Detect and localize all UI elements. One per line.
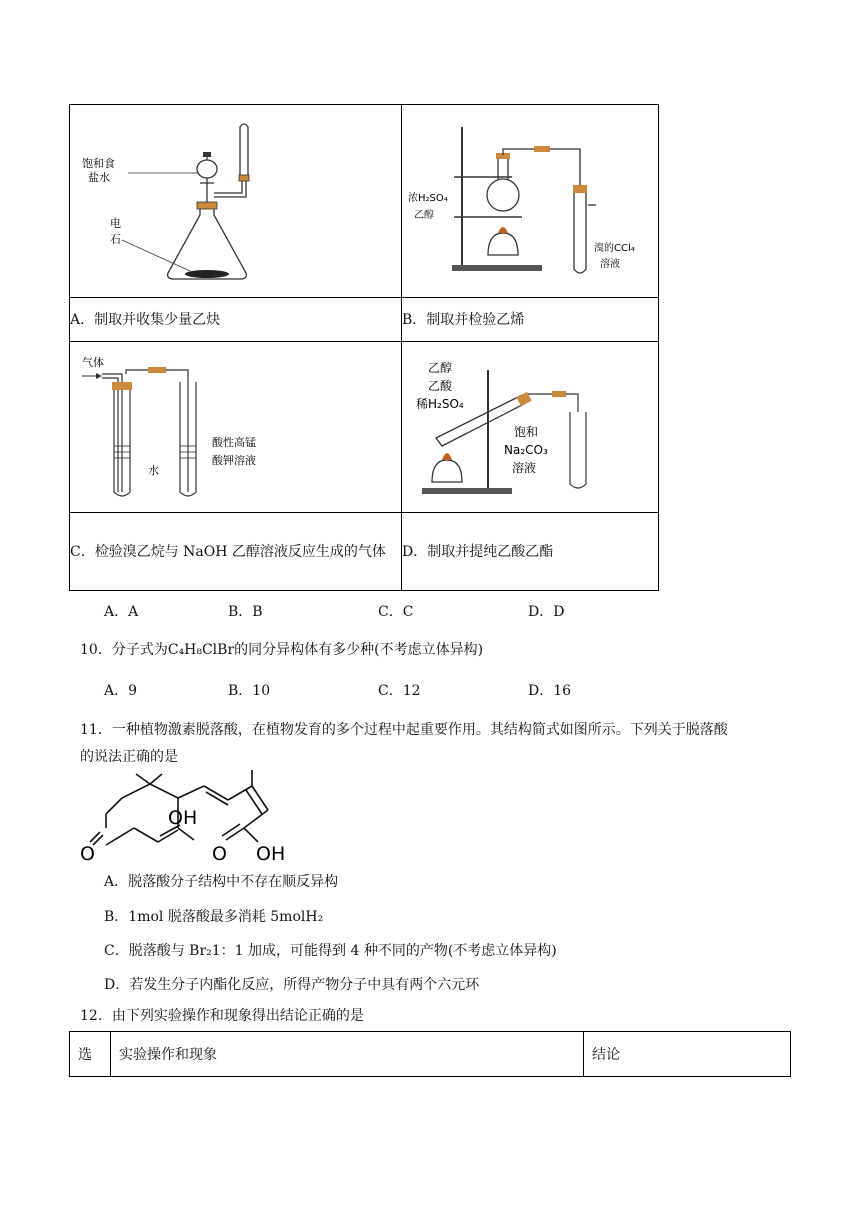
q10-stem bbox=[80, 638, 483, 662]
label-bromine-ccl4-2: 溶液 bbox=[600, 259, 620, 270]
label-carbide-2: 石 bbox=[110, 233, 121, 246]
apparatus-d-diagram bbox=[402, 342, 658, 512]
q9-option-a[interactable]: A．A bbox=[104, 604, 139, 620]
label-carbide-1: 电 bbox=[110, 217, 121, 230]
q11-option-a[interactable]: A．脱落酸分子结构中不存在顺反异构 bbox=[104, 874, 339, 890]
structure-label-hydroxyl: OH bbox=[168, 807, 198, 829]
label-na2co3: Na₂CO₃ bbox=[504, 443, 548, 457]
q10-option-a[interactable]: A．9 bbox=[104, 683, 138, 699]
q9-cell-b-image bbox=[402, 105, 659, 298]
label-water: 水 bbox=[148, 464, 159, 477]
label-kmno4-2: 酸钾溶液 bbox=[212, 454, 256, 467]
apparatus-a-diagram bbox=[70, 105, 401, 297]
q11-stem-line2: 的说法正确的是 bbox=[80, 749, 178, 765]
q12-stem: 12．由下列实验操作和现象得出结论正确的是 bbox=[80, 1008, 364, 1024]
q9-cell-d-image bbox=[402, 342, 659, 513]
apparatus-b-diagram bbox=[402, 105, 658, 297]
q10-stem-suffix: 的同分异构体有多少种(不考虑立体异构) bbox=[234, 642, 484, 658]
q10-formula: C₄H₈ClBr bbox=[167, 642, 235, 658]
label-ethanol-d: 乙醇 bbox=[428, 361, 453, 375]
q11-option-d[interactable]: D．若发生分子内酯化反应，所得产物分子中具有两个六元环 bbox=[104, 977, 480, 993]
label-ethanol-b: 乙醇 bbox=[414, 210, 434, 221]
q11-stem-line1: 11．一种植物激素脱落酸，在植物发育的多个过程中起重要作用。其结构简式如图所示。下列关于脱落酸 bbox=[80, 722, 728, 738]
q12-table-header-row bbox=[70, 1032, 791, 1077]
structure-label-ketone-o: O bbox=[80, 843, 95, 865]
label-kmno4-1: 酸性高锰 bbox=[212, 436, 256, 449]
q9-cell-c-label: C．检验溴乙烷与 NaOH 乙醇溶液反应生成的气体 bbox=[70, 513, 402, 591]
q12-table bbox=[69, 1031, 791, 1077]
q11-option-c[interactable]: C．脱落酸与 Br₂1：1 加成，可能得到 4 种不同的产物(不考虑立体异构) bbox=[104, 943, 557, 959]
q12-header-option: 选 bbox=[70, 1032, 111, 1077]
q9-option-c[interactable]: C．C bbox=[378, 604, 414, 620]
structure-label-carboxyl-oh: OH bbox=[256, 843, 286, 865]
q9-cell-b-label: B．制取并检验乙烯 bbox=[402, 298, 659, 342]
q9-cell-a-label: A．制取并收集少量乙炔 bbox=[70, 298, 402, 342]
label-gas: 气体 bbox=[82, 356, 104, 369]
q12-header-operation: 实验操作和现象 bbox=[111, 1032, 584, 1077]
q9-cell-d-label: D．制取并提纯乙酸乙酯 bbox=[402, 513, 659, 591]
q9-cell-c-image bbox=[70, 342, 402, 513]
q9-cell-a-image bbox=[70, 105, 402, 298]
structure-label-carboxyl-o: O bbox=[212, 843, 227, 865]
label-dilute-sulfuric: 稀H₂SO₄ bbox=[416, 397, 464, 411]
q12-header-conclusion: 结论 bbox=[584, 1032, 791, 1077]
q9-table bbox=[69, 104, 659, 591]
label-saturated-brine-2: 盐水 bbox=[88, 171, 110, 184]
label-conc-sulfuric: 浓H₂SO₄ bbox=[408, 193, 448, 204]
q10-option-b[interactable]: B．10 bbox=[228, 683, 271, 699]
q9-option-b[interactable]: B．B bbox=[228, 604, 263, 620]
q10-option-c[interactable]: C．12 bbox=[378, 683, 421, 699]
label-solution: 溶液 bbox=[512, 461, 537, 475]
q11-option-b[interactable]: B．1mol 脱落酸最多消耗 5molH₂ bbox=[104, 909, 324, 925]
label-bromine-ccl4-1: 溴的CCl₄ bbox=[594, 243, 635, 254]
abscisic-acid-structure bbox=[76, 770, 306, 866]
label-acetic-acid: 乙酸 bbox=[428, 379, 453, 393]
q10-option-d[interactable]: D．16 bbox=[528, 683, 572, 699]
label-saturated: 饱和 bbox=[514, 425, 539, 439]
apparatus-c-diagram bbox=[70, 342, 401, 512]
q9-option-d[interactable]: D．D bbox=[528, 604, 565, 620]
label-saturated-brine-1: 饱和食 bbox=[82, 157, 115, 170]
q10-stem-prefix: 10．分子式为 bbox=[80, 642, 168, 658]
